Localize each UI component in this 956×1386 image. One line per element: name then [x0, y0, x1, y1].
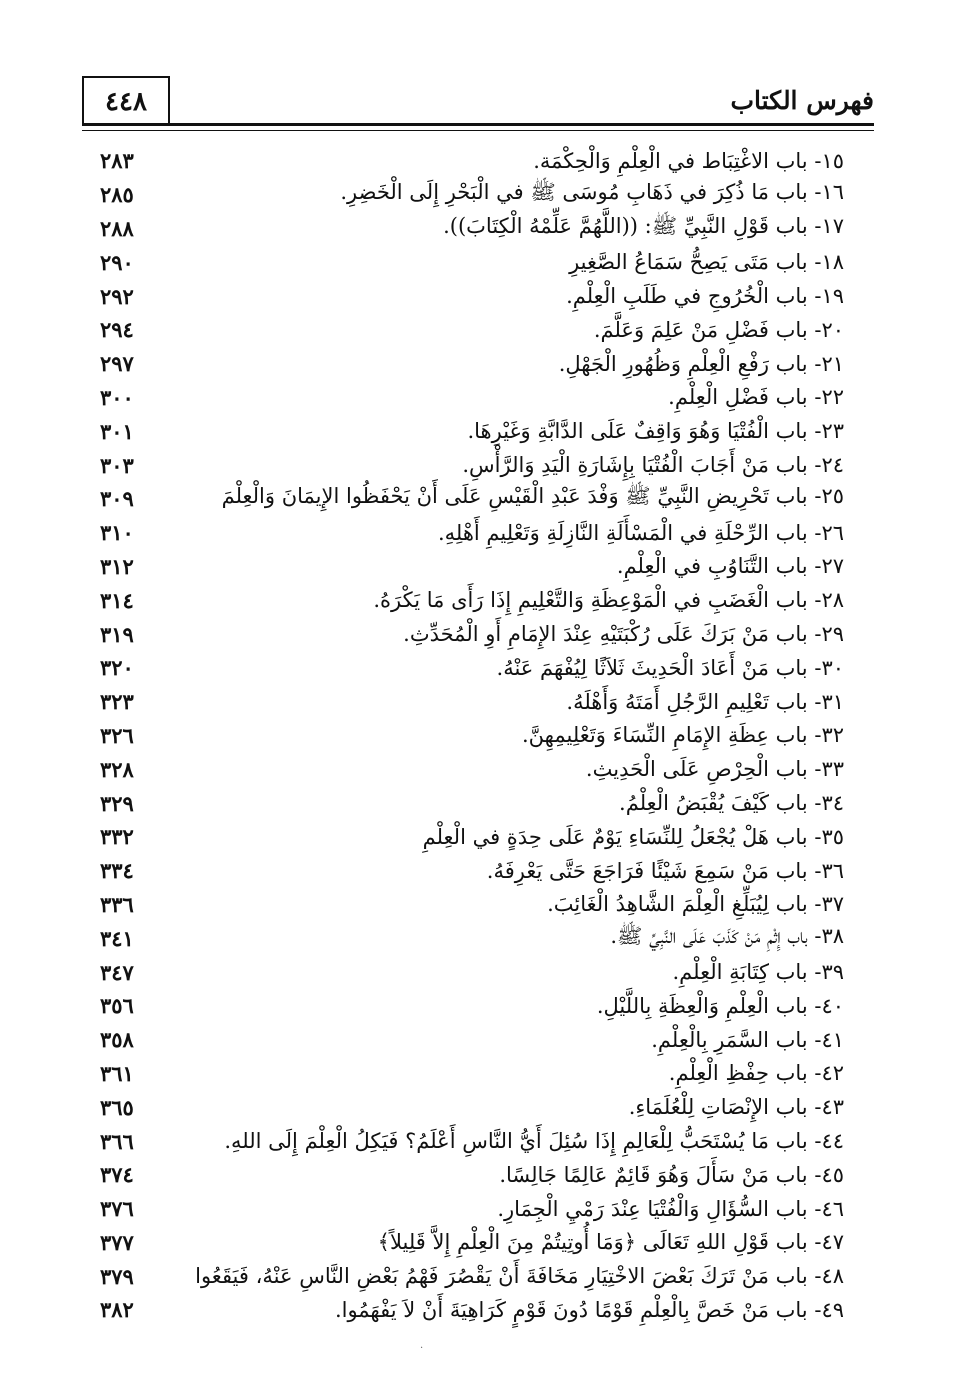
toc-entry: [100, 448, 844, 482]
toc-entry-page: ٣٢٦: [100, 722, 134, 748]
toc-entry: [100, 1226, 844, 1260]
toc-entry: [100, 1158, 844, 1192]
toc-entry-title: ١٨- باب مَتَى يَصِحُّ سَمَاعُ الصَّغِيرِ: [569, 250, 844, 275]
toc-entry-title: ٤٢- باب حِفْظِ الْعِلْمِ.: [668, 1061, 844, 1086]
toc-entry: [100, 1293, 844, 1327]
toc-entry-page: ٣٦٦: [100, 1128, 134, 1154]
toc-entry-title: ٤٤- باب مَا يُسْتَحَبُّ لِلْعَالِمِ إِذَا سُئِلَ أَيُّ النَّاسِ أَعْلَمُ؟ فَيَكِلُ الْعِلْمَ إِلَى اللهِ.: [224, 1129, 844, 1153]
toc-entry-page: ٣٤١: [100, 925, 134, 951]
running-title: فهرس الكتاب: [730, 86, 874, 115]
toc-entry: [100, 1023, 844, 1057]
toc-entry-title: ٢٤- باب مَنْ أَجَابَ الْفُتْيَا بِإِشَارَةِ الْيَدِ وَالرَّأْسِ.: [462, 453, 844, 478]
footer-mark: .: [420, 1340, 424, 1351]
toc-entry-title: ٤١- باب السَّمَرِ بِالْعِلْمِ.: [651, 1027, 844, 1052]
toc-entry-title: ٣٤- باب كَيْفَ يُقْبَضُ الْعِلْمُ.: [619, 791, 844, 816]
toc-entry-title: ٤٥- باب مَنْ سَأَلَ وَهُوَ قَائِمٌ عَالِمًا جَالِسًا.: [499, 1162, 844, 1187]
toc-entry-title: ٤٦- باب السُّؤَالِ وَالْفُتْيَا عِنْدَ رَمْيِ الْجِمَارِ.: [497, 1196, 844, 1221]
toc-entry: [100, 482, 844, 516]
toc-entry-page: ٢٩٠: [100, 249, 134, 275]
toc-entry-title: ٢٩- باب مَنْ بَرَكَ عَلَى رُكْبَتَيْهِ عِنْدَ الإِمَامِ أَوِ الْمُحَدِّثِ.: [403, 622, 844, 647]
toc-entry-page: ٣١٩: [100, 621, 134, 647]
toc-entry-page: ٣٦١: [100, 1060, 134, 1086]
toc-entry-title: ٤٨- باب مَنْ تَرَكَ بَعْضَ الاخْتِيَارِ مَخَافَةَ أَنْ يَقْصُرَ فَهْمُ بَعْضِ النَّاسِ عَنْهُ، فَيَقَعُوا: [195, 1264, 844, 1289]
toc-entry-title: ٤٧- باب قَوْلِ اللهِ تَعَالَى ﴿وَمَا أُوتِيتُمْ مِنَ الْعِلْمِ إِلاَّ قَلِيلاً﴾: [377, 1230, 844, 1255]
toc-entry: [100, 313, 844, 347]
toc-entry-page: ٣٥٦: [100, 993, 134, 1019]
toc-entry-page: ٢٨٥: [100, 182, 134, 208]
toc-entry-title: ٤٩- باب مَنْ خَصَّ بِالْعِلْمِ قَوْمًا دُونَ قَوْمٍ كَرَاهِيَةَ أَنْ لاَ يَفْهَمُوا.: [334, 1297, 844, 1322]
toc-entry-page: ٢٨٣: [100, 148, 134, 174]
toc-entry: [100, 989, 844, 1023]
toc-entry-page: ٢٩٤: [100, 317, 134, 343]
toc-entry: [100, 752, 844, 786]
toc-entry-title: ٣٨- باب إِثْمِ مَنْ كَذَبَ عَلَى النَّبِيِّ ﷺ.: [610, 923, 844, 948]
toc-entry: [100, 685, 844, 719]
toc-entry: [100, 381, 844, 415]
toc-entry-page: ٣٢٣: [100, 689, 134, 715]
toc-entry-page: ٣١٢: [100, 553, 134, 579]
toc-entry-page: ٣٢٩: [100, 790, 134, 816]
toc-entry-title: ٣٢- باب عِظَةِ الإِمَامِ النِّسَاءَ وَتَعْلِيمِهِنَّ.: [522, 723, 844, 748]
toc-entry-page: ٣١٤: [100, 587, 134, 613]
toc-entry-page: ٣٧٦: [100, 1196, 134, 1222]
toc-entry-page: ٣٣٤: [100, 858, 134, 884]
toc-entry-title: ٢٠- باب فَضْلِ مَنْ عَلِمَ وَعَلَّمَ.: [593, 317, 844, 342]
toc-entry: [100, 516, 844, 550]
toc-entry-page: ٣٧٩: [100, 1263, 134, 1289]
toc-entry-title: ٣٠- باب مَنْ أَعَادَ الْحَدِيثَ ثَلاَثًا لِيُفْهَمَ عَنْهُ.: [496, 655, 844, 680]
toc-entry: [100, 617, 844, 651]
toc-entry: [100, 583, 844, 617]
toc-entry-title: ١٩- باب الْخُرُوجِ في طَلَبِ الْعِلْمِ.: [566, 284, 844, 309]
toc-entry: [100, 1259, 844, 1293]
toc-entry: [100, 719, 844, 753]
header-rule-thin: [82, 130, 874, 131]
toc-entry-page: ٣٣٦: [100, 891, 134, 917]
toc-entry-page: ٣٣٢: [100, 824, 134, 850]
toc-entry-title: ٢٧- باب التَّنَاوُبِ في الْعِلْمِ.: [616, 554, 844, 579]
toc-entry-title: ١٥- باب الاغْتِبَاط في الْعِلْمِ وَالْحِكْمَة.: [533, 148, 844, 173]
toc-entry: [100, 820, 844, 854]
toc-entry: [100, 414, 844, 448]
toc-entry: [100, 1192, 844, 1226]
toc-entry-title: ٢٨- باب الْغَضَبِ في الْمَوْعِظَةِ وَالتَّعْلِيمِ إِذَا رَأَى مَا يَكْرَهُ.: [373, 588, 844, 613]
toc-entry-title: ٢٢- باب فَضْلِ الْعِلْمِ.: [668, 385, 844, 410]
toc-entry-title: ٣٦- باب مَنْ سَمِعَ شَيْئًا فَرَاجَعَ حَتَّى يَعْرِفَهُ.: [486, 858, 844, 883]
toc-entry: [100, 651, 844, 685]
toc-entry-page: ٣٦٥: [100, 1094, 134, 1120]
toc-entry-title: ٣٩- باب كِتَابَةِ الْعِلْمِ.: [672, 960, 844, 985]
toc-entry-title: ٣٧- باب لِيُبَلِّغِ الْعِلْمَ الشَّاهِدُ الْغَائِبَ.: [547, 892, 844, 917]
toc-entry: [100, 955, 844, 989]
page-number: ٤٤٨: [82, 76, 170, 126]
toc-entry-title: ٢٦- باب الرِّحْلَةِ في الْمَسْأَلَةِ النَّازِلَةِ وَتَعْلِيمِ أَهْلِهِ.: [437, 520, 844, 545]
toc-entry-title: ٤٣- باب الإِنْصَاتِ لِلْعُلَمَاءِ.: [628, 1095, 844, 1120]
toc-entry-page: ٣١٠: [100, 520, 134, 546]
table-of-contents: [100, 144, 844, 1327]
toc-entry-page: ٣٨٢: [100, 1297, 134, 1323]
toc-entry: [100, 888, 844, 922]
toc-entry: [100, 1057, 844, 1091]
toc-entry-title: ١٧- باب قَوْلِ النَّبِيِّ ﷺ: ((اللَّهُمَّ عَلِّمْهُ الْكِتَابَ)).: [443, 213, 844, 238]
toc-entry-page: ٢٨٨: [100, 215, 134, 241]
toc-entry-title: ٣٥- باب هَلْ يُجْعَلُ لِلنِّسَاءِ يَوْمٌ عَلَى حِدَةٍ في الْعِلْمِ: [422, 824, 844, 849]
toc-entry-page: ٣٢٨: [100, 756, 134, 782]
toc-entry: [100, 245, 844, 279]
toc-entry: [100, 854, 844, 888]
toc-entry: [100, 550, 844, 584]
toc-entry: [100, 347, 844, 381]
toc-entry: [100, 178, 844, 212]
toc-entry: [100, 212, 844, 246]
toc-entry: [100, 921, 844, 955]
toc-entry-title: ٣٣- باب الْحِرْصِ عَلَى الْحَدِيثِ.: [585, 757, 844, 782]
toc-entry-page: ٣٠٩: [100, 486, 134, 512]
toc-entry-page: ٢٩٢: [100, 283, 134, 309]
toc-entry-page: ٢٩٧: [100, 351, 134, 377]
toc-entry: [100, 1124, 844, 1158]
toc-entry-page: ٣٢٠: [100, 655, 134, 681]
toc-entry: [100, 786, 844, 820]
header-rule-thick: [82, 123, 874, 126]
toc-entry-page: ٣٠٠: [100, 384, 134, 410]
toc-entry-page: ٣٠١: [100, 418, 134, 444]
toc-entry-page: ٣٠٣: [100, 452, 134, 478]
toc-entry-page: ٣٧٧: [100, 1229, 134, 1255]
toc-entry-title: ٢١- باب رَفْعِ الْعِلْمِ وَظُهُورِ الْجَهْلِ.: [558, 351, 844, 376]
toc-entry: [100, 279, 844, 313]
toc-entry-title: ٣١- باب تَعْلِيمِ الرَّجُلِ أَمَتَهُ وَأَهْلَهُ.: [566, 689, 844, 714]
toc-entry-page: ٣٤٧: [100, 959, 134, 985]
toc-entry-title: ٢٣- باب الْفُتْيَا وَهُوَ وَاقِفٌ عَلَى الدَّابَّةِ وَغَيْرِهَا.: [467, 419, 844, 444]
toc-entry: [100, 1090, 844, 1124]
toc-entry-page: ٣٥٨: [100, 1027, 134, 1053]
toc-entry: [100, 144, 844, 178]
toc-entry-title: ٢٥- باب تَحْرِيضِ النَّبِيِّ ﷺ وَفْدَ عَبْدِ الْقَيْسِ عَلَى أَنْ يَحْفَظُوا الإِيمَانَ وَالْعِلْمَ: [221, 484, 844, 509]
toc-entry-title: ٤٠- باب الْعِلْمِ وَالْعِظَةِ بِاللَّيْلِ.: [596, 993, 844, 1018]
toc-entry-title: ١٦- باب مَا ذُكِرَ في ذَهَابِ مُوسَى ﷺ في الْبَحْرِ إِلَى الْخَضِرِ.: [340, 180, 844, 205]
toc-entry-page: ٣٧٤: [100, 1162, 134, 1188]
